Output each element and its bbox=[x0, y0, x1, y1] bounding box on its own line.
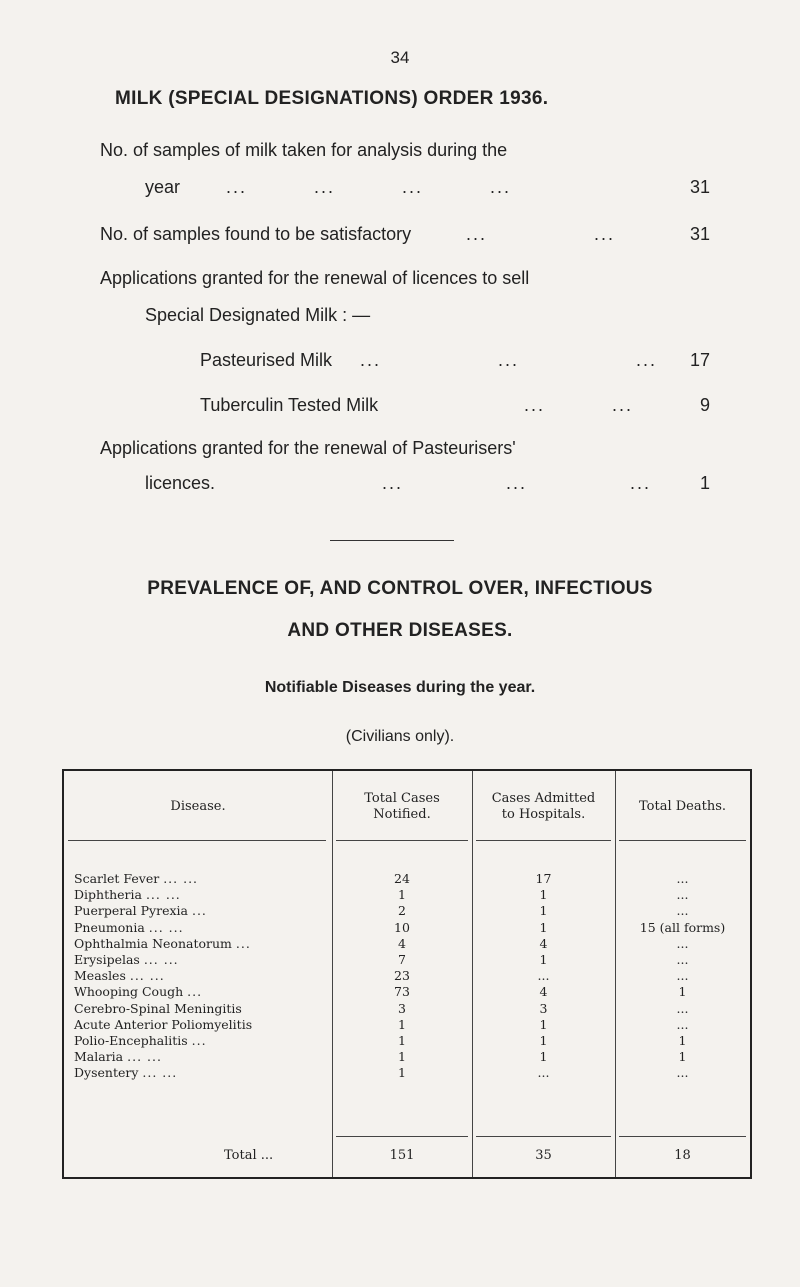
header-rule bbox=[619, 840, 746, 841]
header-rule bbox=[68, 840, 326, 841]
disease-name bbox=[74, 1017, 252, 1032]
total-deaths: ... bbox=[676, 1000, 689, 1016]
disease-label: Malaria bbox=[74, 1049, 124, 1065]
disease-title-line1: PREVALENCE OF, AND CONTROL OVER, INFECTIOUS bbox=[147, 578, 653, 599]
leader-dots: ... bbox=[235, 935, 251, 951]
total-deaths: ... bbox=[676, 903, 689, 919]
pasteurisers-dots: ... ... ... bbox=[382, 473, 652, 493]
header-notified-line2: Notified. bbox=[373, 807, 431, 822]
tuberculin-value: 9 bbox=[699, 395, 710, 415]
cases-notified: 1 bbox=[398, 1032, 406, 1048]
disease-label: Whooping Cough bbox=[74, 984, 184, 1000]
disease-label: Erysipelas bbox=[74, 951, 140, 967]
disease-title-line2: AND OTHER DISEASES. bbox=[287, 620, 513, 641]
header-admitted-line2: to Hospitals. bbox=[501, 807, 586, 822]
pasteurisers-line1: Applications granted for the renewal of Pasteurisers' bbox=[100, 438, 516, 458]
table-row bbox=[64, 1017, 750, 1033]
cases-notified: 1 bbox=[398, 1049, 406, 1065]
cases-admitted: 1 bbox=[539, 1032, 548, 1048]
disease-label: Puerperal Pyrexia bbox=[74, 903, 188, 919]
renewal-line2: Special Designated Milk : — bbox=[145, 305, 371, 325]
cases-notified: 23 bbox=[394, 968, 410, 984]
cases-admitted: 1 bbox=[539, 951, 548, 967]
leader-dots: ... ... bbox=[127, 1049, 162, 1065]
tuberculin-dots: ... ... bbox=[524, 395, 634, 415]
table-row bbox=[64, 903, 750, 919]
leader-dots: ... ... bbox=[143, 951, 179, 967]
header-admitted-line1: Cases Admitted bbox=[491, 791, 596, 806]
table-row bbox=[64, 920, 750, 936]
disease-name bbox=[74, 871, 198, 886]
table-row bbox=[64, 968, 750, 984]
disease-label: Dysentery bbox=[74, 1065, 139, 1081]
total-deaths: 1 bbox=[678, 984, 687, 1000]
disease-label: Acute Anterior Poliomyelitis bbox=[74, 1016, 253, 1032]
table-row bbox=[64, 952, 750, 968]
samples-taken-dots: ... ... ... ... bbox=[226, 177, 512, 197]
leader-dots: ... ... bbox=[163, 871, 199, 886]
leader-dots: ... ... bbox=[148, 919, 184, 935]
total-deaths: 1 bbox=[678, 1032, 687, 1048]
header-notified bbox=[332, 791, 472, 823]
cases-admitted: 3 bbox=[539, 1000, 548, 1016]
header-rule bbox=[336, 840, 468, 841]
total-notified: 151 bbox=[389, 1148, 415, 1163]
cases-notified: 2 bbox=[398, 903, 406, 919]
disease-label: Measles bbox=[74, 968, 126, 984]
total-admitted: 35 bbox=[535, 1148, 552, 1163]
table-row bbox=[64, 1049, 750, 1065]
total-label: Total ... bbox=[224, 1148, 274, 1163]
disease-label: Polio-Encephalitis bbox=[74, 1032, 188, 1048]
total-deaths: ... bbox=[676, 887, 689, 903]
disease-subtitle: Notifiable Diseases during the year. bbox=[264, 679, 536, 696]
leader-dots: ... ... bbox=[142, 1065, 178, 1081]
total-deaths: 15 (all forms) bbox=[639, 919, 726, 935]
header-admitted bbox=[472, 791, 615, 823]
pasteurisers-value: 1 bbox=[699, 473, 710, 493]
table-row bbox=[64, 1001, 750, 1017]
cases-admitted: 17 bbox=[535, 871, 552, 886]
leader-dots: ... ... bbox=[129, 968, 165, 984]
cases-notified: 73 bbox=[394, 984, 410, 1000]
pasteurised-dots: ... ... ... bbox=[360, 350, 658, 370]
cases-admitted: 4 bbox=[539, 984, 548, 1000]
cases-admitted: 1 bbox=[539, 887, 548, 903]
cases-notified: 3 bbox=[398, 1000, 406, 1016]
header-deaths: Total Deaths. bbox=[638, 799, 727, 814]
disease-label: Ophthalmia Neonatorum bbox=[74, 935, 232, 951]
cases-notified: 1 bbox=[398, 887, 406, 903]
disease-name bbox=[74, 1049, 162, 1064]
total-deaths: 1 bbox=[678, 1049, 687, 1065]
table-row bbox=[64, 936, 750, 952]
pasteurisers-line2: licences. bbox=[145, 473, 216, 493]
tuberculin-label: Tuberculin Tested Milk bbox=[200, 395, 379, 415]
cases-admitted: 1 bbox=[539, 919, 548, 935]
total-rule bbox=[476, 1136, 611, 1137]
disease-name bbox=[74, 968, 165, 983]
total-deaths: ... bbox=[676, 968, 689, 984]
total-deaths: ... bbox=[676, 951, 689, 967]
header-notified-line1: Total Cases bbox=[364, 791, 440, 806]
disease-name bbox=[74, 887, 181, 902]
cases-admitted: ... bbox=[537, 1065, 550, 1081]
table-row bbox=[64, 1033, 750, 1049]
disease-table bbox=[62, 769, 752, 1179]
disease-name bbox=[74, 952, 179, 967]
section-divider bbox=[330, 540, 454, 541]
page-number: 34 bbox=[390, 48, 410, 67]
table-row bbox=[64, 984, 750, 1000]
cases-notified: 4 bbox=[398, 935, 406, 951]
total-deaths: ... bbox=[676, 1065, 689, 1081]
milk-section-title: MILK (SPECIAL DESIGNATIONS) ORDER 1936. bbox=[115, 88, 549, 109]
total-deaths: ... bbox=[676, 871, 689, 886]
disease-name bbox=[74, 1033, 207, 1048]
cases-notified: 1 bbox=[398, 1065, 406, 1081]
cases-notified: 1 bbox=[398, 1016, 406, 1032]
disease-label: Scarlet Fever bbox=[74, 871, 160, 886]
disease-label: Diphtheria bbox=[74, 887, 142, 903]
total-rule bbox=[619, 1136, 746, 1137]
table-row bbox=[64, 871, 750, 887]
header-rule bbox=[476, 840, 611, 841]
pasteurised-label: Pasteurised Milk bbox=[200, 350, 333, 370]
disease-name bbox=[74, 1001, 242, 1016]
disease-name bbox=[74, 903, 207, 918]
cases-notified: 24 bbox=[394, 871, 410, 886]
total-rule bbox=[336, 1136, 468, 1137]
table-body bbox=[64, 871, 750, 1081]
samples-taken-line1: No. of samples of milk taken for analysis during the bbox=[100, 140, 508, 160]
cases-admitted: ... bbox=[537, 968, 550, 984]
disease-name bbox=[74, 936, 251, 951]
samples-satisfactory-value: 31 bbox=[689, 224, 710, 244]
disease-note: (Civilians only). bbox=[345, 728, 455, 745]
cases-admitted: 1 bbox=[539, 903, 548, 919]
total-deaths: ... bbox=[676, 1016, 689, 1032]
renewal-line1: Applications granted for the renewal of licences to sell bbox=[100, 268, 530, 288]
cases-admitted: 1 bbox=[539, 1049, 548, 1065]
header-disease: Disease. bbox=[170, 799, 226, 814]
samples-satisfactory-dots: ... ... bbox=[466, 224, 616, 244]
leader-dots: ... bbox=[191, 903, 207, 919]
leader-dots: ... ... bbox=[145, 887, 181, 903]
table-row bbox=[64, 1065, 750, 1081]
samples-satisfactory-label: No. of samples found to be satisfactory bbox=[100, 224, 412, 244]
table-row bbox=[64, 887, 750, 903]
pasteurised-value: 17 bbox=[689, 350, 710, 370]
leader-dots: ... bbox=[191, 1032, 207, 1048]
total-deaths: ... bbox=[676, 935, 689, 951]
samples-taken-line2: year bbox=[145, 177, 181, 197]
total-deaths: 18 bbox=[674, 1148, 691, 1163]
leader-dots: ... bbox=[187, 984, 203, 1000]
cases-admitted: 1 bbox=[539, 1016, 548, 1032]
disease-name bbox=[74, 1065, 177, 1080]
disease-label: Pneumonia bbox=[74, 919, 145, 935]
cases-notified: 7 bbox=[398, 951, 406, 967]
disease-name bbox=[74, 984, 202, 999]
cases-notified: 10 bbox=[394, 919, 410, 935]
samples-taken-value: 31 bbox=[689, 177, 710, 197]
disease-name bbox=[74, 920, 184, 935]
cases-admitted: 4 bbox=[539, 935, 548, 951]
disease-label: Cerebro-Spinal Meningitis bbox=[74, 1000, 242, 1016]
